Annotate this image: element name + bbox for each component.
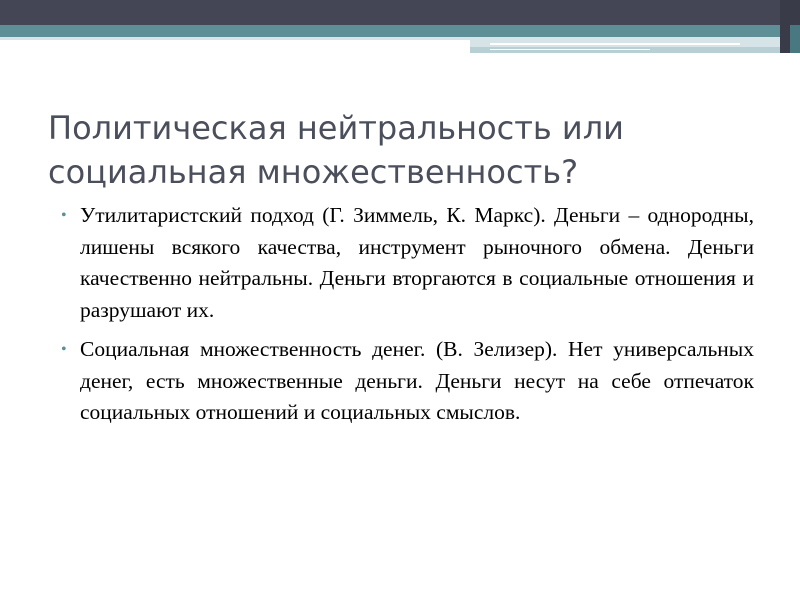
banner-light-stripe-right-lower — [470, 47, 800, 53]
banner-dark-stripe — [0, 0, 800, 25]
bullet-item — [62, 200, 754, 326]
slide-content — [62, 200, 754, 437]
bullet-item — [62, 334, 754, 429]
banner-highlight-line — [490, 43, 740, 45]
bullet-text: Социальная множественность денег. (В. Зелизер). Нет универсальных денег, есть множественные деньги. Деньги несут на себе отпечаток социальных отношений и социальных смыслов. — [80, 337, 754, 424]
banner-teal-stripe — [0, 25, 800, 37]
bullet-text: Утилитаристский подход (Г. Зиммель, К. Маркс). Деньги – однородны, лишены всякого качества, инструмент рыночного обмена. Деньги качественно нейтральны. Деньги вторгаются в социальные отношения и разрушают их. — [80, 203, 754, 322]
banner-light-stripe-right — [470, 37, 800, 47]
banner-corner-teal — [790, 25, 800, 53]
banner-white-area — [0, 40, 470, 53]
slide-title: Политическая нейтральность или социальная множественность? — [48, 109, 624, 191]
bullet-icon: • — [61, 341, 67, 358]
bullet-icon: • — [61, 207, 67, 224]
banner-highlight-line-2 — [490, 49, 650, 50]
